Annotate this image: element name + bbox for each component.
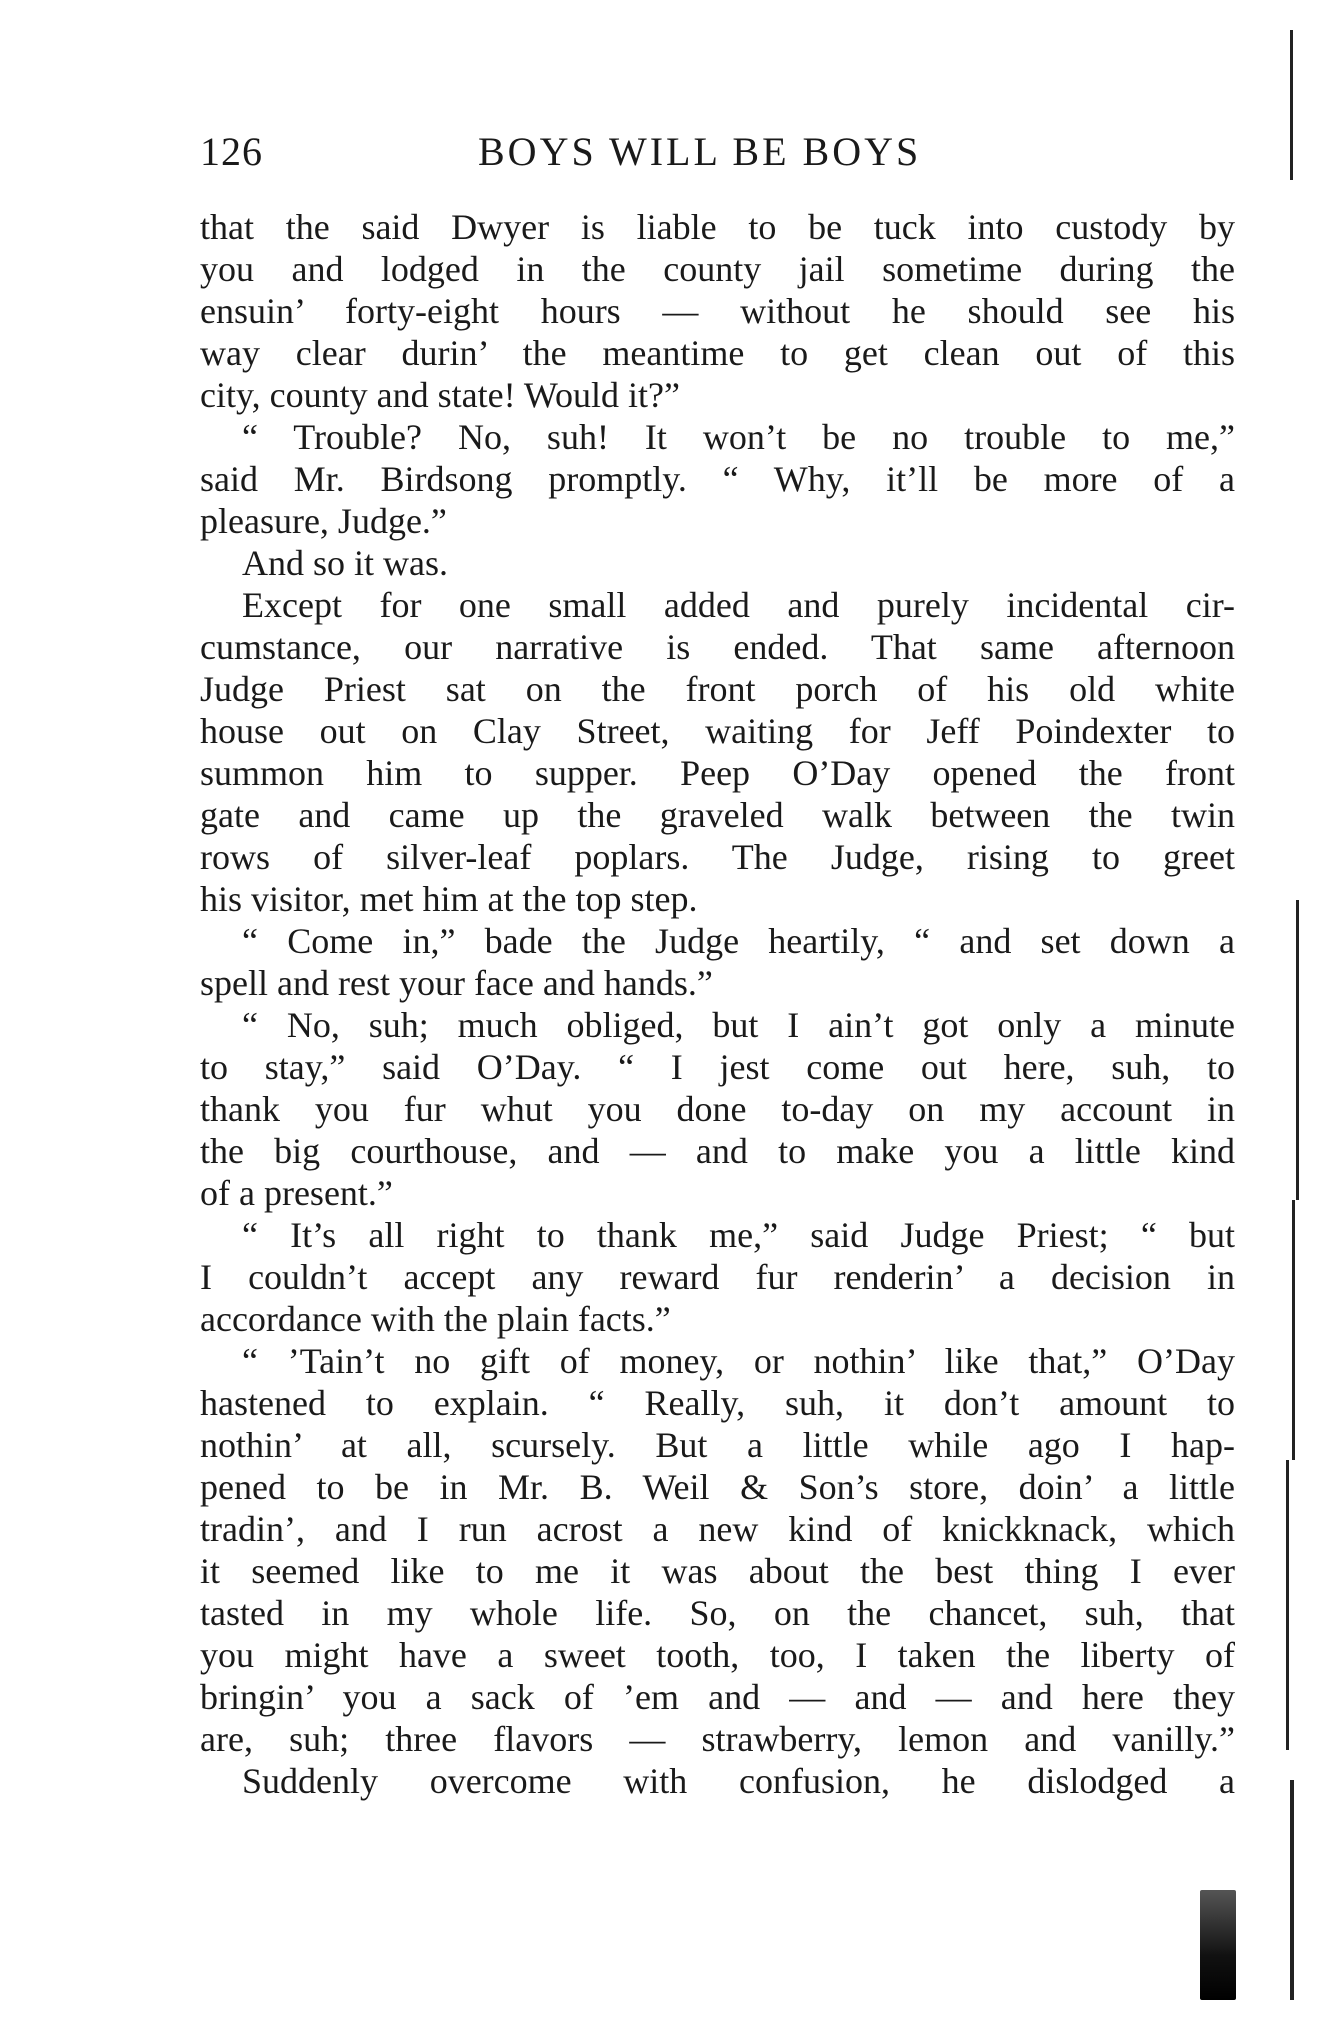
text-line: that the said Dwyer is liable to be tuck into custody by <box>200 207 1235 247</box>
text-line: to stay,” said O’Day. “ I jest come out here, suh, to <box>200 1047 1235 1087</box>
running-head <box>200 128 1240 188</box>
body-text <box>200 206 1235 1802</box>
text-line: said Mr. Birdsong promptly. “ Why, it’ll be more of a <box>200 459 1235 499</box>
text-line: “ It’s all right to thank me,” said Judge Priest; “ but <box>242 1215 1235 1255</box>
text-line: thank you fur whut you done to-day on my account in <box>200 1089 1235 1129</box>
text-line: pleasure, Judge.” <box>200 501 447 541</box>
text-line: pened to be in Mr. B. Weil & Son’s store, doin’ a little <box>200 1467 1235 1507</box>
text-line: rows of silver-leaf poplars. The Judge, rising to greet <box>200 837 1235 877</box>
text-line: I couldn’t accept any reward fur renderin’ a decision in <box>200 1257 1235 1297</box>
text-line: gate and came up the graveled walk between the twin <box>200 795 1235 835</box>
text-line: the big courthouse, and — and to make you a little kind <box>200 1131 1235 1171</box>
scan-edge-line <box>1296 900 1299 1200</box>
text-line: you and lodged in the county jail sometime during the <box>200 249 1235 289</box>
text-line: Except for one small added and purely incidental cir- <box>242 585 1235 625</box>
scan-edge-line <box>1290 1780 1294 2000</box>
ink-smudge <box>1200 1890 1236 2000</box>
text-line: ensuin’ forty-eight hours — without he should see his <box>200 291 1235 331</box>
text-line: way clear durin’ the meantime to get clean out of this <box>200 333 1235 373</box>
text-line: accordance with the plain facts.” <box>200 1299 671 1339</box>
text-line: And so it was. <box>242 543 448 583</box>
scan-edge-line <box>1290 30 1293 180</box>
text-line: Suddenly overcome with confusion, he dislodged a <box>242 1761 1235 1801</box>
text-line: “ No, suh; much obliged, but I ain’t got only a minute <box>242 1005 1235 1045</box>
text-line: you might have a sweet tooth, too, I taken the liberty of <box>200 1635 1235 1675</box>
scan-edge-line <box>1286 1460 1289 1750</box>
text-line: “ Come in,” bade the Judge heartily, “ and set down a <box>242 921 1235 961</box>
text-line: are, suh; three flavors — strawberry, lemon and vanilly.” <box>200 1719 1235 1759</box>
text-line: bringin’ you a sack of ’em and — and — and here they <box>200 1677 1235 1717</box>
text-line: house out on Clay Street, waiting for Jeff Poindexter to <box>200 711 1235 751</box>
text-line: cumstance, our narrative is ended. That same afternoon <box>200 627 1235 667</box>
text-line: spell and rest your face and hands.” <box>200 963 713 1003</box>
text-line: “ ’Tain’t no gift of money, or nothin’ like that,” O’Day <box>242 1341 1235 1381</box>
text-line: summon him to supper. Peep O’Day opened the front <box>200 753 1235 793</box>
text-line: “ Trouble? No, suh! It won’t be no trouble to me,” <box>242 417 1235 457</box>
text-line: nothin’ at all, scursely. But a little while ago I hap- <box>200 1425 1235 1465</box>
page-number: 126 <box>200 129 263 174</box>
book-title: BOYS WILL BE BOYS <box>478 129 922 174</box>
scan-edge-line <box>1292 1200 1295 1460</box>
text-line: of a present.” <box>200 1173 393 1213</box>
text-line: it seemed like to me it was about the best thing I ever <box>200 1551 1235 1591</box>
text-line: tradin’, and I run acrost a new kind of knickknack, which <box>200 1509 1235 1549</box>
text-line: hastened to explain. “ Really, suh, it don’t amount to <box>200 1383 1235 1423</box>
text-line: city, county and state! Would it?” <box>200 375 680 415</box>
text-line: Judge Priest sat on the front porch of his old white <box>200 669 1235 709</box>
text-line: tasted in my whole life. So, on the chancet, suh, that <box>200 1593 1235 1633</box>
text-line: his visitor, met him at the top step. <box>200 879 698 919</box>
